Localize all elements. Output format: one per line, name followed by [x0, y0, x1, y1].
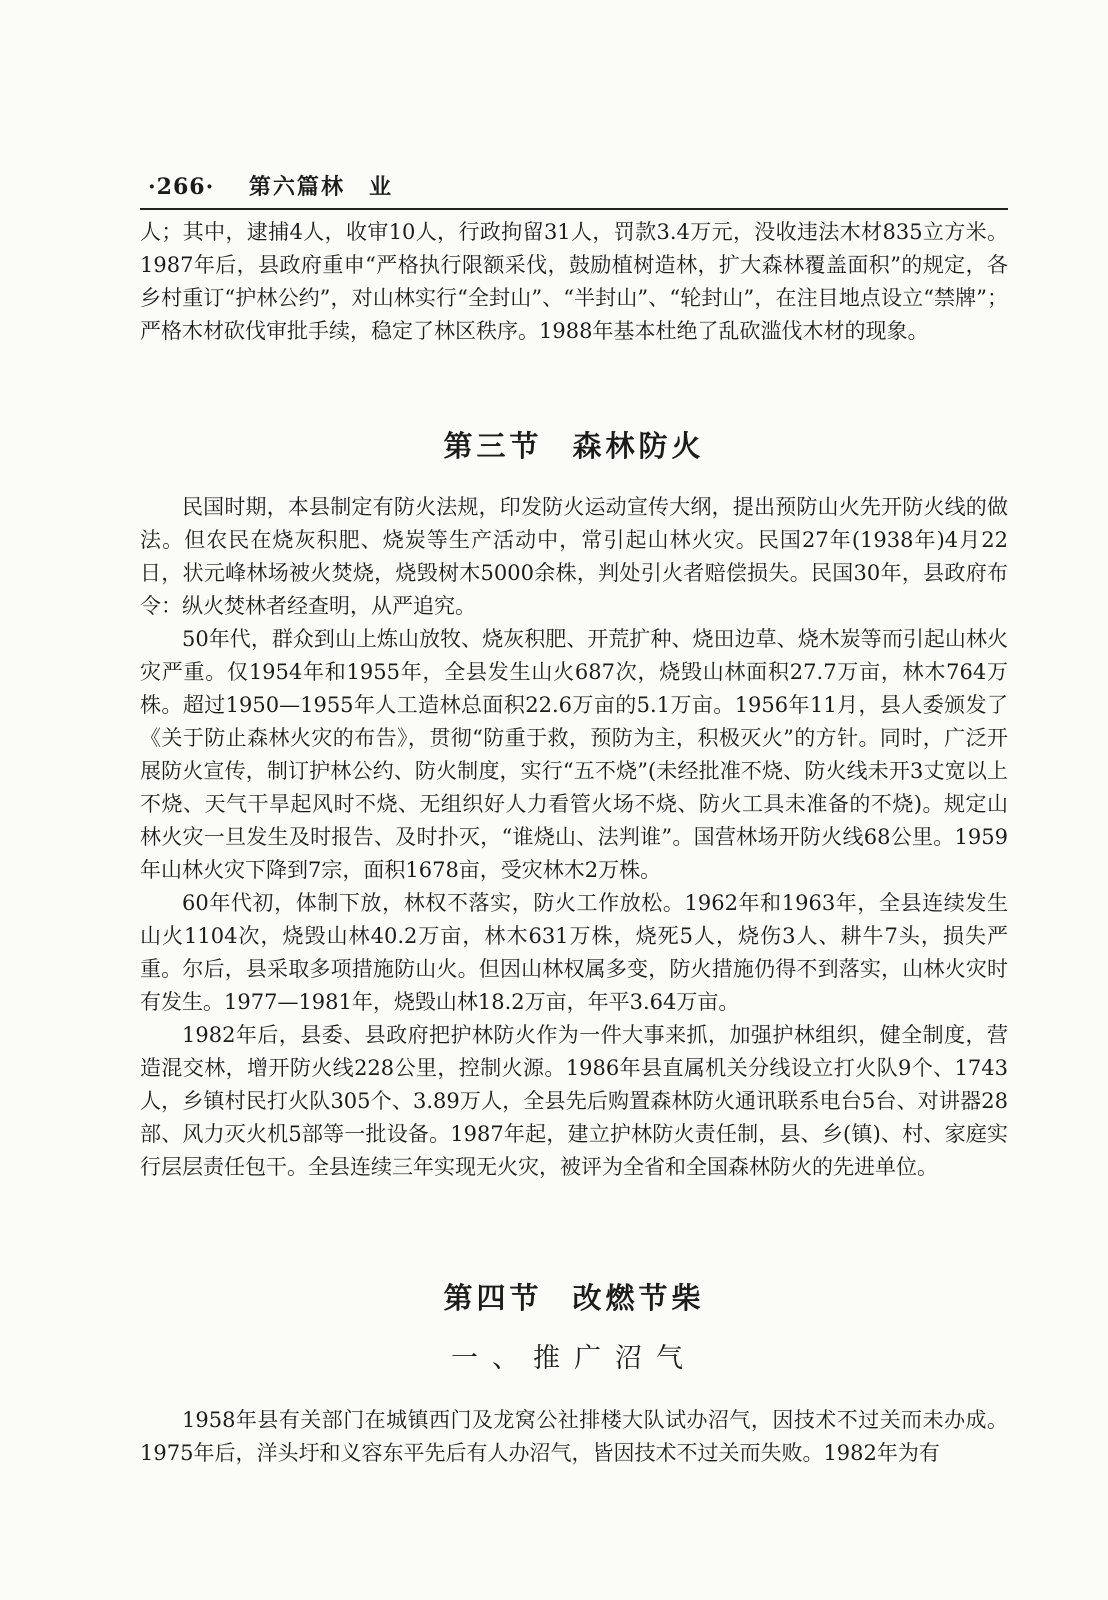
paragraph: 人；其中，逮捕4人，收审10人，行政拘留31人，罚款3.4万元，没收违法木材835立方米。1987年后，县政府重申“严格执行限额采伐，鼓励植树造林，扩大森林覆盖面积”的规定，各乡村重订“护林公约”，对山林实行“全封山”、“半封山”、“轮封山”，在注目地点设立“禁牌”；严格木材砍伐审批手续，稳定了林区秩序。1988年基本杜绝了乱砍滥伐木材的现象。 — [140, 220, 1008, 343]
header-rule — [140, 208, 1008, 210]
paragraph: 1982年后，县委、县政府把护林防火作为一件大事来抓，加强护林组织，健全制度，营造混交林，增开防火线228公里，控制火源。1986年县直属机关分线设立打火队9个、1743人，乡镇村民打火队305个、3.89万人，全县先后购置森林防火通讯联系电台5台、对讲器28部、风力灭火机5部等一批设备。1987年起，建立护林防火责任制，县、乡(镇)、村、家庭实行层层责任包干。全县连续三年实现无火灾，被评为全省和全国森林防火的先进单位。 — [140, 1023, 1008, 1179]
page-number: ·266· — [148, 174, 215, 200]
section-3-number: 第三节 — [443, 429, 543, 463]
section-4-title: 改燃节柴 — [572, 1281, 705, 1315]
section-3-heading — [140, 424, 1008, 465]
paragraph: 民国时期，本县制定有防火法规，印发防火运动宣传大纲，提出预防山火先开防火线的做法。但农民在烧灰积肥、烧炭等生产活动中，常引起山林火灾。民国27年(1938年)4月22日，状元峰林场被火焚烧，烧毁树木5000余株，判处引火者赔偿损失。民国30年，县政府布令：纵火焚林者经查明，从严追究。 — [140, 495, 1008, 618]
section-3-title: 森林防火 — [572, 429, 705, 463]
paragraph: 1958年县有关部门在城镇西门及龙窝公社排楼大队试办沼气，因技术不过关而未办成。1975年后，洋头圩和义容东平先后有人办沼气，皆因技术不过关而失败。1982年为有 — [140, 1408, 1008, 1465]
part-subject: 林 业 — [320, 174, 393, 200]
paragraph: 60年代初，体制下放，林权不落实，防火工作放松。1962年和1963年，全县连续发生山火1104次，烧毁山林40.2万亩，林木631万株，烧死5人，烧伤3人、耕牛7头，损失严重。尔后，县采取多项措施防山火。但因山林权属多变，防火措施仍得不到落实，山林火灾时有发生。1977—1981年，烧毁山林18.2万亩，年平3.64万亩。 — [140, 891, 1008, 1014]
carry-over-text — [140, 216, 1008, 348]
section-4-number: 第四节 — [443, 1281, 543, 1315]
section-3-body — [140, 491, 1008, 1184]
subsection-heading: 一、推广沼气 — [451, 1343, 697, 1374]
section-4-heading — [140, 1276, 1008, 1317]
part-label: 第六篇 — [248, 174, 321, 200]
running-head — [148, 170, 393, 201]
paragraph: 50年代，群众到山上炼山放牧、烧灰积肥、开荒扩种、烧田边草、烧木炭等而引起山林火灾严重。仅1954年和1955年，全县发生山火687次，烧毁山林面积27.7万亩，林木764万株。超过1950—1955年人工造林总面积22.6万亩的5.1万亩。1956年11月，县人委颁发了《关于防止森林火灾的布告》，贯彻“防重于救，预防为主，积极灭火”的方针。同时，广泛开展防火宣传，制订护林公约、防火制度，实行“五不烧”(未经批准不烧、防火线未开3丈宽以上不烧、天气干旱起风时不烧、无组织好人力看管火场不烧、防火工具未准备的不烧)。规定山林火灾一旦发生及时报告、及时扑灭，“谁烧山、法判谁”。国营林场开防火线68公里。1959年山林火灾下降到7宗，面积1678亩，受灾林木2万株。 — [140, 627, 1008, 882]
section-4-body — [140, 1404, 1008, 1470]
